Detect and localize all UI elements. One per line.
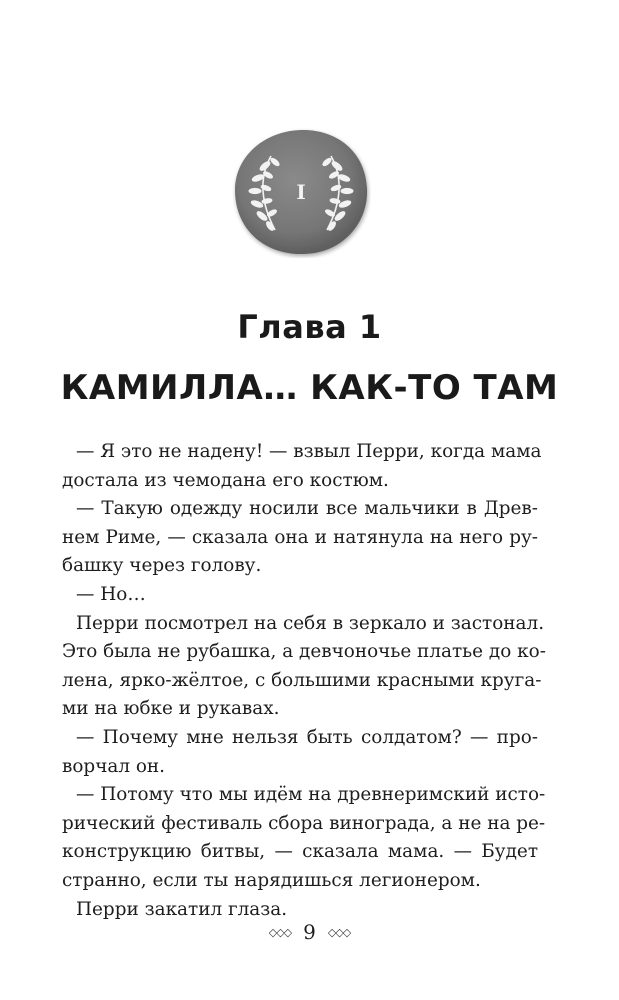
text-line: конструкцию битвы, — сказала мама. — Будет <box>62 841 538 863</box>
text-line: рический фестиваль сбора винограда, а не на ре- <box>62 812 546 834</box>
text-line: лена, ярко-жёлтое, с большими красными круга- <box>62 669 542 691</box>
text-line: — Я это не надену! — взвыл Перри, когда мама <box>76 441 542 462</box>
chapter-numeral: I <box>296 180 306 204</box>
text-line: — Потому что мы идём на древнеримский исто- <box>76 784 546 806</box>
text-line: достала из чемодана его костюм. <box>62 469 389 491</box>
chapter-label: Глава 1 <box>237 308 382 346</box>
text-line: Это была не рубашка, а девчоночье платье до ко- <box>62 641 546 663</box>
ornament-right: ◇◇◇ <box>327 926 351 939</box>
text-line: нем Риме, — сказала она и натянула на него ру- <box>62 526 538 548</box>
page-footer <box>0 920 619 944</box>
laurel-wreath-icon <box>231 126 371 258</box>
text-line: — Такую одежду носили все мальчики в Древ- <box>76 498 538 520</box>
text-line: — Почему мне нельзя быть солдатом? — про- <box>76 726 538 748</box>
text-line: — Но… <box>76 583 146 605</box>
page-number: 9 <box>303 920 316 944</box>
text-line: ворчал он. <box>62 755 166 777</box>
body-text <box>62 438 546 924</box>
chapter-title: КАМИЛЛА… КАК-ТО ТАМ <box>60 368 559 408</box>
text-line: башку через голову. <box>62 555 262 577</box>
chapter-medallion <box>231 126 371 258</box>
text-line: странно, если ты нарядишься легионером. <box>62 869 481 891</box>
text-line: ми на юбке и рукавах. <box>62 698 280 720</box>
text-line: Перри посмотрел на себя в зеркало и застонал. <box>76 612 545 634</box>
ornament-left: ◇◇◇ <box>268 926 292 939</box>
text-line: Перри закатил глаза. <box>76 898 288 920</box>
